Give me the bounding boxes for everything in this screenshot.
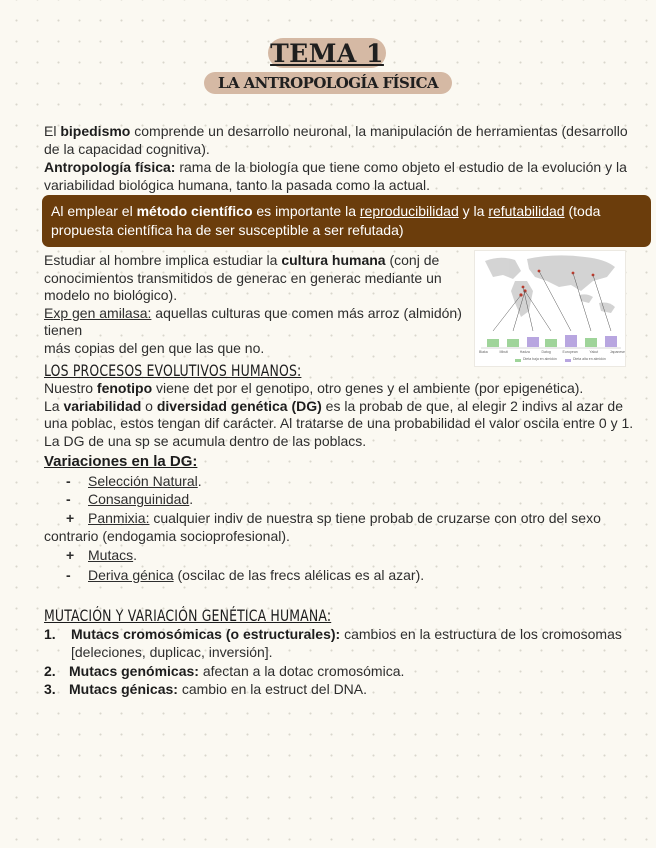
- example-label: Exp gen amilasa:: [44, 304, 152, 321]
- intro-paragraph-2: Antropología física: rama de la biología que tiene como objeto el estudio de la evolución y la variabilidad biológica humana, tanto la pasada como la actual.: [44, 159, 627, 193]
- section1-body: Nuestro fenotipo viene det por el genotipo, otro genes y el ambiente (por epigenética). La variabilidad o diversidad genética (DG) es la probab de que, al elegir 2 indivs al azar de una poblac, estos tengan dif carácter. Al tratarse de una probabilidad el valor oscila entre 0 y 1. La DG de una sp se acumula dentro de las poblacs.: [44, 380, 634, 449]
- culture-paragraph: Estudiar al hombre implica estudiar la cultura humana (conj de conocimientos transmitidos de generac en generac mediante un modelo no biológico). Exp gen amilasa: aquellas culturas que comen más arroz (almidón) tienen más copias del gen que las que no.: [44, 252, 462, 356]
- section-heading-mutacion: MUTACIÓN Y VARIACIÓN GENÉTICA HUMANA:: [44, 606, 332, 625]
- title-badge: [268, 38, 386, 68]
- world-map-icon: [475, 251, 625, 366]
- term-metodo-cientifico: método científico: [136, 203, 253, 219]
- term-diversidad-genetica: diversidad genética (DG): [156, 397, 322, 414]
- panmixia-continuation: contrario (endogamia socioprofesional).: [44, 528, 290, 544]
- variations-heading: Variaciones en la DG:: [44, 453, 198, 470]
- subtitle-badge: [204, 72, 452, 94]
- section-heading-procesos: LOS PROCESOS EVOLUTIVOS HUMANOS:: [44, 361, 302, 380]
- page-subtitle: LA ANTROPOLOGÍA FÍSICA: [218, 74, 438, 92]
- term-variabilidad: variabilidad: [63, 397, 142, 414]
- term-refutabilidad: refutabilidad: [488, 203, 565, 219]
- mutations-list: 1. Mutacs cromosómicas (o estructurales): cambios en la estructura de los cromosomas [deleciones, duplicac, inversión]. 2. Mutacs genómicas: afectan a la dotac cromosómica. 3. Mutacs génicas: cambio en la estruct del DNA.: [44, 626, 622, 697]
- term-antropologia-fisica: Antropología física:: [44, 159, 176, 175]
- term-fenotipo: fenotipo: [96, 380, 153, 396]
- variations-list: - Selección Natural. - Consanguinidad. + Panmixia: cualquier indiv de nuestra sp tiene probab de cruzarse con otro del sexo contrario (endogamia socioprofesional). + Mutacs. - Deriva génica (oscilac de las frecs alélicas es al azar).: [44, 473, 601, 583]
- page-title: TEMA 1: [270, 38, 384, 68]
- figure-labels: Biaka Mbuti Hadza Datog European Yakut Japanese: [479, 350, 625, 354]
- figure-legend-low: Dieta baja en almidón: [523, 357, 557, 361]
- intro-paragraph-1: El bipedismo comprende un desarrollo neuronal, la manipulación de herramientas (desarrollo de la capacidad cognitiva).: [44, 123, 628, 157]
- term-cultura-humana: cultura humana: [281, 252, 386, 268]
- figure-legend-high: Dieta alta en almidón: [573, 357, 606, 361]
- method-callout: Al emplear el método científico es importante la reproducibilidad y la refutabilidad (toda propuesta científica ha de ser susceptible a ser refutada): [42, 195, 651, 247]
- term-bipedismo: bipedismo: [60, 123, 131, 139]
- term-reproducibilidad: reproducibilidad: [359, 203, 459, 219]
- amylase-figure: [474, 250, 626, 367]
